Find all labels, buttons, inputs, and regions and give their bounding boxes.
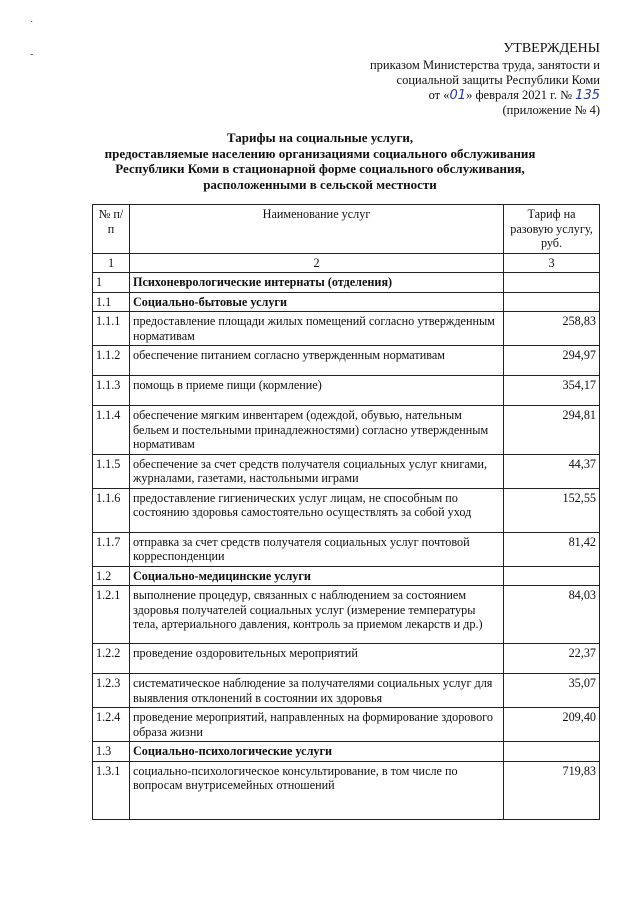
approved-label: УТВЕРЖДЕНЫ bbox=[503, 41, 600, 56]
scan-mark: · bbox=[30, 17, 34, 28]
table-row bbox=[93, 406, 600, 455]
table-row bbox=[93, 644, 600, 674]
row-number: 1.2.1 bbox=[93, 586, 130, 644]
service-name: Социально-бытовые услуги bbox=[130, 292, 504, 312]
service-price bbox=[504, 742, 600, 762]
order-line-2: социальной защиты Республики Коми bbox=[396, 73, 600, 87]
date-middle: » февраля 2021 г. № bbox=[466, 88, 573, 102]
order-line-1: приказом Министерства труда, занятости и bbox=[369, 58, 600, 72]
service-price: 81,42 bbox=[504, 532, 600, 566]
table-row bbox=[93, 312, 600, 346]
row-number: 1.2.2 bbox=[93, 644, 130, 674]
service-price: 22,37 bbox=[504, 644, 600, 674]
section-row bbox=[93, 273, 600, 293]
section-row bbox=[93, 292, 600, 312]
table-row bbox=[93, 586, 600, 644]
row-number: 1 bbox=[93, 273, 130, 293]
row-number: 1.3 bbox=[93, 742, 130, 762]
service-price: 719,83 bbox=[504, 761, 600, 819]
row-number: 1.1.2 bbox=[93, 346, 130, 376]
title-line-2: предоставляемые населению организациями социального обслуживания bbox=[104, 145, 536, 161]
service-name: помощь в приеме пищи (кормление) bbox=[130, 376, 504, 406]
row-number: 1.2.4 bbox=[93, 708, 130, 742]
service-name: обеспечение мягким инвентарем (одеждой, обувью, нательным бельем и постельными принадлежностями) согласно утвержденным нормативам bbox=[130, 406, 504, 455]
service-name: предоставление гигиенических услуг лицам, не способным по состоянию здоровья самостоятельно осуществлять за собой уход bbox=[130, 488, 504, 532]
table-row bbox=[93, 346, 600, 376]
column-header-name: Наименование услуг bbox=[130, 205, 504, 254]
date-prefix: от « bbox=[428, 88, 450, 102]
row-number: 1.1.7 bbox=[93, 532, 130, 566]
service-name: обеспечение за счет средств получателя социальных услуг книгами, журналами, газетами, настольными играми bbox=[130, 454, 504, 488]
column-header-tariff: Тариф на разовую услугу, руб. bbox=[504, 205, 600, 254]
service-price bbox=[504, 273, 600, 293]
service-price: 44,37 bbox=[504, 454, 600, 488]
row-number: 1.2.3 bbox=[93, 674, 130, 708]
title-line-3: Республики Коми в стационарной форме социального обслуживания, bbox=[115, 161, 525, 176]
column-number-2: 2 bbox=[130, 253, 504, 273]
row-number: 1.3.1 bbox=[93, 761, 130, 819]
service-price: 258,83 bbox=[504, 312, 600, 346]
service-price bbox=[504, 292, 600, 312]
title-line-4: расположенными в сельской местности bbox=[203, 176, 437, 192]
table-row bbox=[93, 761, 600, 819]
service-price: 84,03 bbox=[504, 586, 600, 644]
service-name: обеспечение питанием согласно утвержденным нормативам bbox=[130, 346, 504, 376]
row-number: 1.1.6 bbox=[93, 488, 130, 532]
table-row bbox=[93, 708, 600, 742]
service-price: 294,97 bbox=[504, 346, 600, 376]
column-number-1: 1 bbox=[93, 253, 130, 273]
table-row bbox=[93, 488, 600, 532]
service-name: Социально-медицинские услуги bbox=[130, 566, 504, 586]
table-row bbox=[93, 376, 600, 406]
section-row bbox=[93, 742, 600, 762]
column-numbers-row bbox=[93, 253, 600, 273]
table-row bbox=[93, 532, 600, 566]
service-name: предоставление площади жилых помещений согласно утвержденным нормативам bbox=[130, 312, 504, 346]
title-line-1: Тарифы на социальные услуги, bbox=[226, 130, 414, 145]
service-name: проведение мероприятий, направленных на формирование здорового образа жизни bbox=[130, 708, 504, 742]
approval-header bbox=[370, 40, 600, 118]
service-name: социально-психологическое консультирование, в том числе по вопросам внутрисемейных отношений bbox=[130, 761, 504, 819]
table-row bbox=[93, 454, 600, 488]
row-number: 1.1.4 bbox=[93, 406, 130, 455]
document-title bbox=[95, 130, 545, 192]
column-number-3: 3 bbox=[504, 253, 600, 273]
row-number: 1.1.5 bbox=[93, 454, 130, 488]
column-header-number: № п/п bbox=[93, 205, 130, 254]
row-number: 1.1 bbox=[93, 292, 130, 312]
table-row bbox=[93, 674, 600, 708]
service-price bbox=[504, 566, 600, 586]
handwritten-day: 01 bbox=[449, 88, 467, 103]
service-name: систематическое наблюдение за получателями социальных услуг для выявления отклонений в состоянии их здоровья bbox=[130, 674, 504, 708]
service-name: проведение оздоровительных мероприятий bbox=[130, 644, 504, 674]
service-price: 354,17 bbox=[504, 376, 600, 406]
section-row bbox=[93, 566, 600, 586]
tariff-table bbox=[92, 204, 600, 820]
row-number: 1.1.1 bbox=[93, 312, 130, 346]
service-name: Социально-психологические услуги bbox=[130, 742, 504, 762]
appendix-label: (приложение № 4) bbox=[502, 103, 600, 117]
service-price: 294,81 bbox=[504, 406, 600, 455]
row-number: 1.2 bbox=[93, 566, 130, 586]
service-price: 35,07 bbox=[504, 674, 600, 708]
service-name: отправка за счет средств получателя социальных услуг почтовой корреспонденции bbox=[130, 532, 504, 566]
service-name: Психоневрологические интернаты (отделения) bbox=[130, 273, 504, 293]
order-date-line bbox=[370, 88, 600, 103]
service-price: 152,55 bbox=[504, 488, 600, 532]
row-number: 1.1.3 bbox=[93, 376, 130, 406]
service-name: выполнение процедур, связанных с наблюдением за состоянием здоровья получателей социальных услуг (измерение температуры тела, артериального давления, контроль за приемом лекарств и др.) bbox=[130, 586, 504, 644]
handwritten-order-number: 135 bbox=[575, 88, 600, 103]
service-price: 209,40 bbox=[504, 708, 600, 742]
scan-mark: - bbox=[30, 49, 34, 60]
table-header-row bbox=[93, 205, 600, 254]
